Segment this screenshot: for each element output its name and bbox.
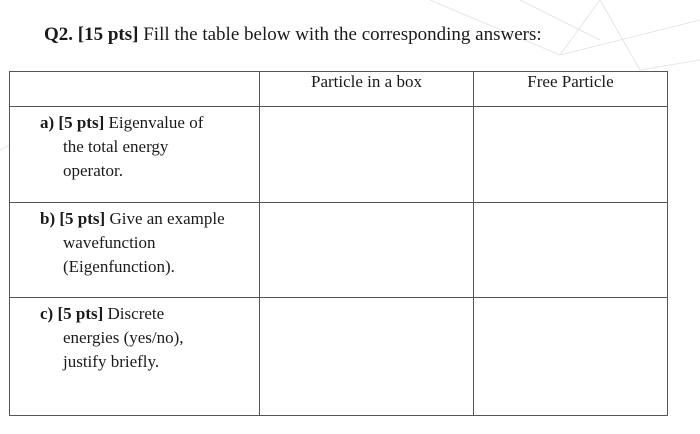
row-text-line: justify briefly.: [63, 352, 160, 371]
row-text-line: Give an example: [109, 209, 225, 228]
question-number: Q2.: [44, 24, 74, 45]
answer-cell-box-b[interactable]: [260, 203, 474, 298]
answer-cell-free-a[interactable]: [474, 107, 668, 203]
answer-table: [9, 71, 668, 416]
row-points: [5 pts]: [57, 304, 104, 323]
table-row: [10, 203, 668, 298]
header-empty: [10, 72, 260, 107]
question-text: Fill the table below with the corresponding answers:: [143, 24, 542, 45]
row-letter: a): [40, 113, 55, 132]
header-row: [10, 72, 668, 107]
row-points: [5 pts]: [58, 113, 105, 132]
row-letter: c): [40, 304, 54, 323]
question-heading: [44, 24, 542, 46]
row-text-line: energies (yes/no),: [63, 328, 184, 347]
answer-cell-free-b[interactable]: [474, 203, 668, 298]
row-text-line: operator.: [63, 161, 123, 180]
header-particle-in-a-box: Particle in a box: [260, 72, 474, 107]
question-points: [15 pts]: [77, 24, 139, 45]
row-label-a: [10, 107, 260, 203]
table-row: [10, 107, 668, 203]
row-text-line: Eigenvalue of: [108, 113, 204, 132]
row-text-line: the total energy: [63, 137, 169, 156]
answer-cell-box-c[interactable]: [260, 298, 474, 416]
table-row: [10, 298, 668, 416]
row-points: [5 pts]: [59, 209, 106, 228]
row-text-line: (Eigenfunction).: [63, 257, 175, 276]
answer-cell-free-c[interactable]: [474, 298, 668, 416]
row-text-line: wavefunction: [63, 233, 156, 252]
row-letter: b): [40, 209, 56, 228]
row-text-line: Discrete: [107, 304, 165, 323]
header-free-particle: Free Particle: [474, 72, 668, 107]
row-label-b: [10, 203, 260, 298]
answer-cell-box-a[interactable]: [260, 107, 474, 203]
row-label-c: [10, 298, 260, 416]
